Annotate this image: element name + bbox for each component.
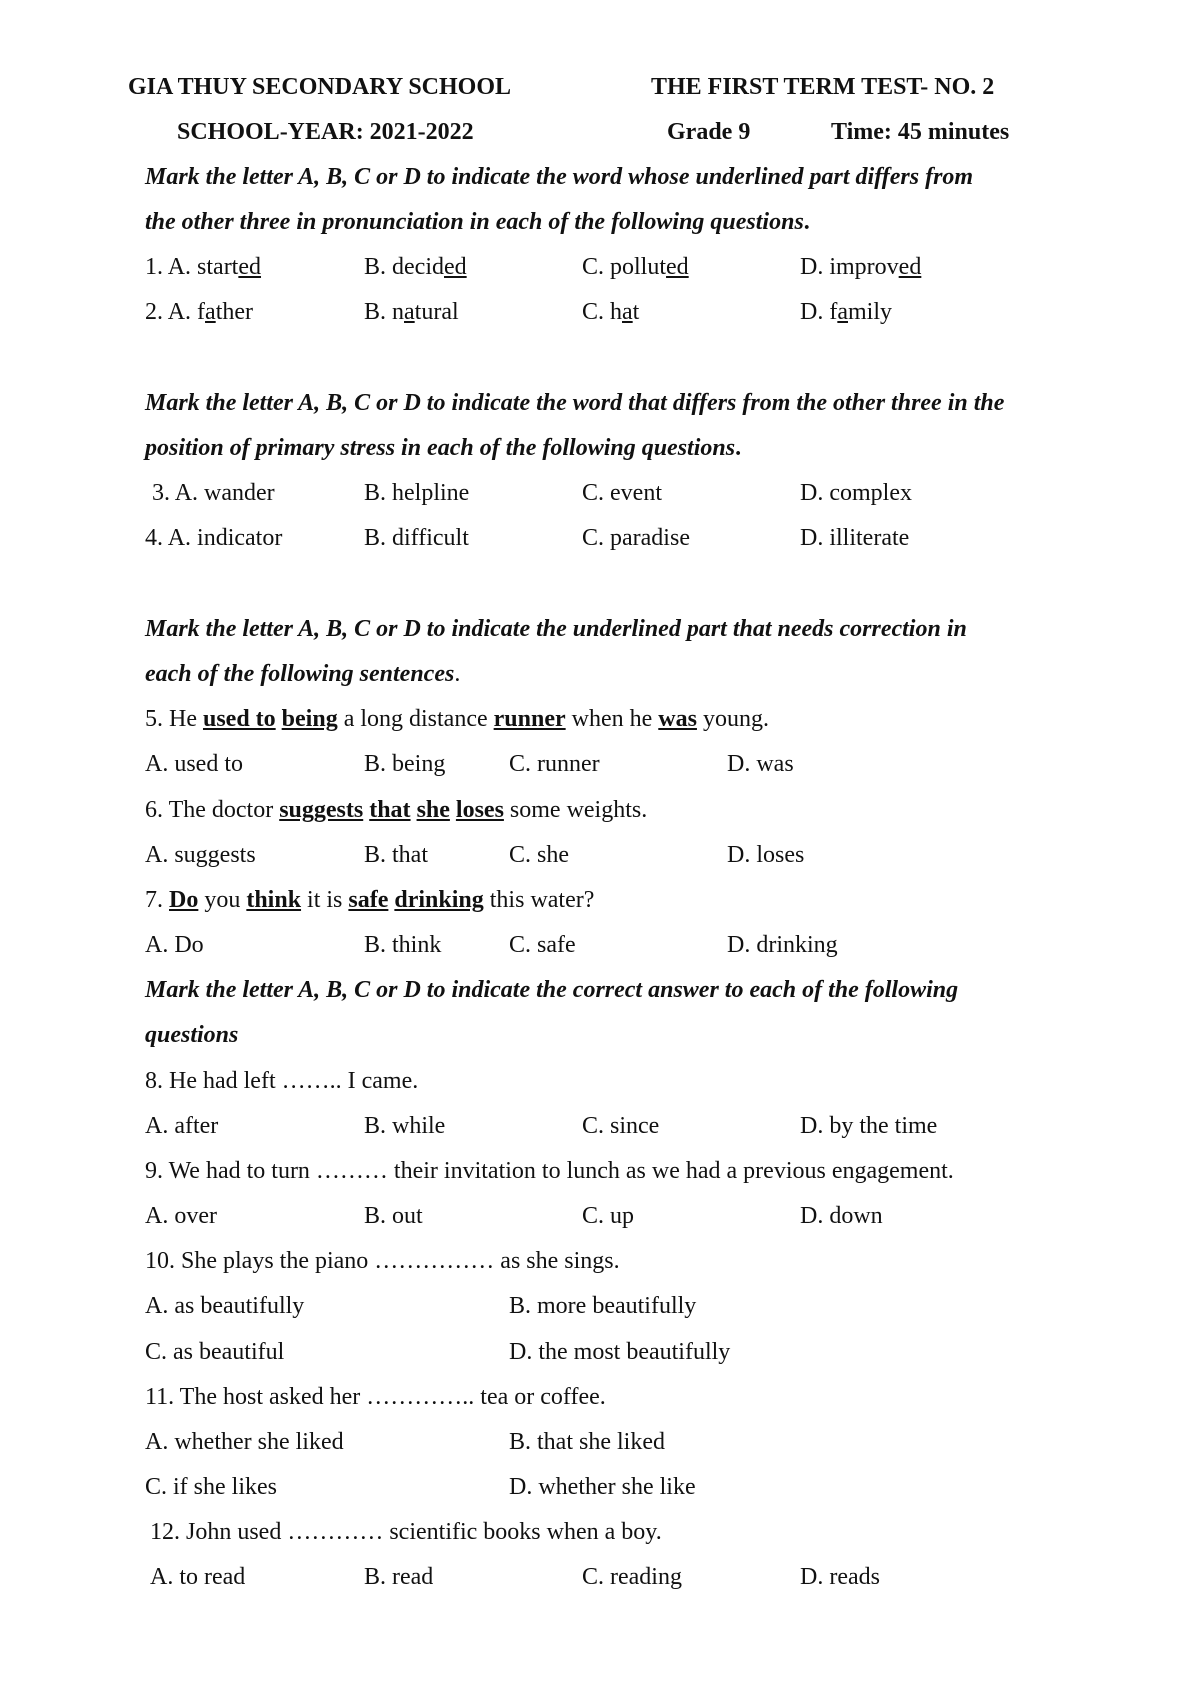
question-number: 1. xyxy=(145,254,163,280)
underlined-part: was xyxy=(658,706,697,732)
option-word-part: n xyxy=(392,299,405,325)
q11-stem: 11. The host asked her ………….. tea or coffee. xyxy=(145,1384,606,1410)
q10-option-c: C. as beautiful xyxy=(145,1339,285,1365)
q8-option-b: B. while xyxy=(364,1113,446,1139)
option-word-part: f xyxy=(197,299,206,325)
underlined-part: used to xyxy=(202,706,276,732)
section3-instruction-period: . xyxy=(454,661,461,687)
question-number: 4. xyxy=(145,525,163,551)
option-word-part: tural xyxy=(414,299,459,325)
option-letter: D. xyxy=(800,299,824,325)
q9-option-a: A. over xyxy=(145,1203,217,1229)
option-letter: D. xyxy=(800,254,824,280)
q10-option-a: A. as beautifully xyxy=(145,1293,305,1319)
underlined-part: ed xyxy=(238,254,262,280)
q10-stem: 10. She plays the piano …………… as she sings. xyxy=(145,1248,620,1274)
option-word-part: decid xyxy=(392,254,444,280)
q4-option-c: C. paradise xyxy=(582,525,690,551)
grade: Grade 9 xyxy=(667,119,751,145)
underlined-part: ed xyxy=(666,254,689,280)
q10-option-d: D. the most beautifully xyxy=(509,1339,731,1365)
section4-instruction-line1: Mark the letter A, B, C or D to indicate the correct answer to each of the following xyxy=(145,977,959,1003)
q3-option-b: B. helpline xyxy=(364,480,470,506)
q7-sentence xyxy=(145,885,594,915)
q2-option-b xyxy=(364,297,459,327)
section1-instruction-line1: Mark the letter A, B, C or D to indicate the word whose underlined part differs from xyxy=(145,164,974,190)
q1-option-b xyxy=(364,252,467,282)
underlined-part: think xyxy=(246,887,302,913)
option-text: A. wander xyxy=(174,480,275,506)
underlined-part: loses xyxy=(455,797,504,823)
section4-instruction-line2: questions xyxy=(145,1022,239,1048)
underlined-part: ed xyxy=(898,254,922,280)
underlined-part: runner xyxy=(493,706,566,732)
q5-option-c: C. runner xyxy=(509,751,600,777)
option-letter: A. xyxy=(167,299,192,325)
section1-instruction-text: the other three in pronunciation in each of the following questions xyxy=(145,209,804,235)
option-word-part: pollut xyxy=(610,254,667,280)
section2-instruction-line1: Mark the letter A, B, C or D to indicate the word that differs from the other three in the xyxy=(145,390,1005,416)
q8-option-a: A. after xyxy=(145,1113,219,1139)
q5-sentence xyxy=(145,704,769,734)
option-word-part: t xyxy=(632,299,640,325)
option-word-part: improv xyxy=(829,254,899,280)
q6-option-b: B. that xyxy=(364,842,428,868)
q4-option-a xyxy=(145,523,282,553)
q5-option-d: D. was xyxy=(727,751,794,777)
option-word-part: start xyxy=(197,254,239,280)
q12-stem: 12. John used ………… scientific books when a boy. xyxy=(150,1519,662,1545)
q11-option-b: B. that she liked xyxy=(509,1429,665,1455)
q5-option-b: B. being xyxy=(364,751,446,777)
question-number: 3. xyxy=(152,480,170,506)
option-letter: C. xyxy=(582,254,605,280)
q7-option-d: D. drinking xyxy=(727,932,838,958)
q8-option-d: D. by the time xyxy=(800,1113,938,1139)
q7-option-c: C. safe xyxy=(509,932,576,958)
option-letter: B. xyxy=(364,254,387,280)
q11-option-c: C. if she likes xyxy=(145,1474,277,1500)
q1-option-a xyxy=(145,252,261,282)
sentence-text: 6. The doctor xyxy=(145,797,280,823)
option-word-part: mily xyxy=(848,299,893,325)
q2-option-a xyxy=(145,297,253,327)
section3-instruction-line2 xyxy=(145,659,460,689)
option-letter: A. xyxy=(167,254,192,280)
school-year: SCHOOL-YEAR: 2021-2022 xyxy=(177,119,474,145)
section2-instruction-text: position of primary stress in each of the following questions xyxy=(145,435,736,461)
option-word-part: f xyxy=(829,299,838,325)
option-word-part: h xyxy=(610,299,623,325)
q11-option-a: A. whether she liked xyxy=(145,1429,344,1455)
option-letter: B. xyxy=(364,299,387,325)
q7-option-a: A. Do xyxy=(145,932,204,958)
underlined-part: ed xyxy=(444,254,467,280)
q7-option-b: B. think xyxy=(364,932,442,958)
sentence-text: some weights. xyxy=(503,797,648,823)
underlined-part: that xyxy=(369,797,411,823)
section1-instruction-line2 xyxy=(145,207,810,237)
section3-instruction-line1: Mark the letter A, B, C or D to indicate the underlined part that needs correction in xyxy=(145,616,967,642)
q2-option-d xyxy=(800,297,892,327)
section1-instruction-period: . xyxy=(803,209,810,235)
school-name: GIA THUY SECONDARY SCHOOL xyxy=(128,74,512,100)
section2-instruction-period: . xyxy=(735,435,742,461)
q8-option-c: C. since xyxy=(582,1113,660,1139)
q12-option-a: A. to read xyxy=(150,1564,246,1590)
option-word-part: ther xyxy=(215,299,253,325)
underlined-part: a xyxy=(622,299,633,325)
q9-option-c: C. up xyxy=(582,1203,635,1229)
underlined-part: being xyxy=(281,706,338,732)
underlined-part: drinking xyxy=(394,887,484,913)
q3-option-a xyxy=(152,478,275,508)
underlined-part: she xyxy=(416,797,450,823)
sentence-text: 7. xyxy=(145,887,169,913)
q9-option-b: B. out xyxy=(364,1203,423,1229)
underlined-part: Do xyxy=(169,887,199,913)
q3-option-d: D. complex xyxy=(800,480,912,506)
q4-option-b: B. difficult xyxy=(364,525,469,551)
option-letter: C. xyxy=(582,299,605,325)
question-number: 2. xyxy=(145,299,163,325)
q12-option-d: D. reads xyxy=(800,1564,880,1590)
underlined-part: a xyxy=(837,299,848,325)
test-title: THE FIRST TERM TEST- NO. 2 xyxy=(651,74,995,100)
underlined-part: suggests xyxy=(279,797,364,823)
sentence-text: you xyxy=(198,887,247,913)
q5-option-a: A. used to xyxy=(145,751,243,777)
q3-option-c: C. event xyxy=(582,480,662,506)
q12-option-b: B. read xyxy=(364,1564,434,1590)
time-limit: Time: 45 minutes xyxy=(831,119,1010,145)
underlined-part: safe xyxy=(348,887,389,913)
sentence-text: young. xyxy=(696,706,769,732)
q8-stem: 8. He had left …….. I came. xyxy=(145,1068,419,1094)
q9-stem: 9. We had to turn ……… their invitation to lunch as we had a previous engagement. xyxy=(145,1158,954,1184)
q1-option-c xyxy=(582,252,689,282)
sentence-text: a long distance xyxy=(337,706,494,732)
q10-option-b: B. more beautifully xyxy=(509,1293,697,1319)
sentence-text: this water? xyxy=(483,887,595,913)
q4-option-d: D. illiterate xyxy=(800,525,910,551)
q9-option-d: D. down xyxy=(800,1203,883,1229)
q6-option-a: A. suggests xyxy=(145,842,256,868)
q6-option-d: D. loses xyxy=(727,842,805,868)
q6-sentence xyxy=(145,795,647,825)
q1-option-d xyxy=(800,252,921,282)
q2-option-c xyxy=(582,297,639,327)
sentence-text: 5. He xyxy=(145,706,203,732)
option-text: A. indicator xyxy=(167,525,283,551)
q12-option-c: C. reading xyxy=(582,1564,682,1590)
section2-instruction-line2 xyxy=(145,433,741,463)
sentence-text: when he xyxy=(565,706,659,732)
q6-option-c: C. she xyxy=(509,842,569,868)
underlined-part: a xyxy=(205,299,216,325)
section3-instruction-text: each of the following sentences xyxy=(145,661,455,687)
underlined-part: a xyxy=(404,299,415,325)
q11-option-d: D. whether she like xyxy=(509,1474,696,1500)
sentence-text: it is xyxy=(301,887,349,913)
